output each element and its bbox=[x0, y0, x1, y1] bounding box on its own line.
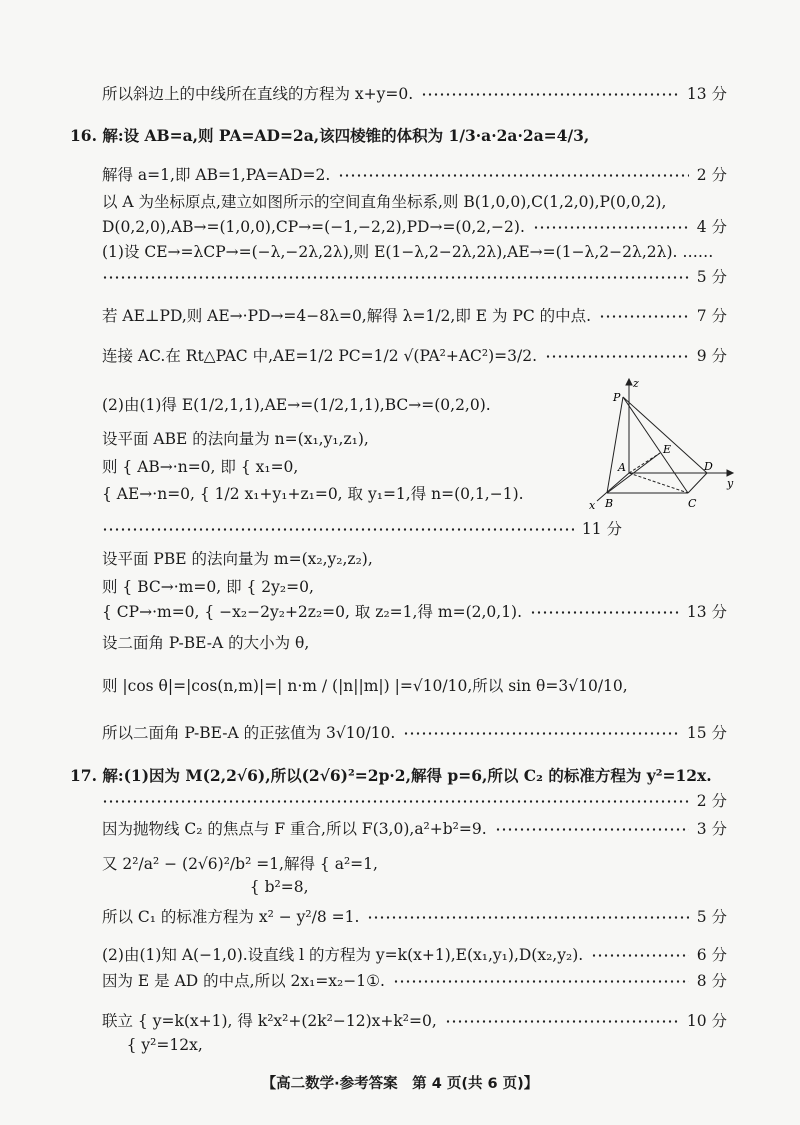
line-19: 所以二面角 P-BE-A 的正弦值为 3√10/10. 15 分 bbox=[102, 724, 727, 742]
line-15: 则 { BC→·m=0, 即 { 2y₂=0, bbox=[102, 578, 314, 596]
line-17: 设二面角 P-BE-A 的大小为 θ, bbox=[102, 634, 310, 652]
edge-PC bbox=[623, 397, 688, 493]
line-26: (2)由(1)知 A(−1,0).设直线 l 的方程为 y=k(x+1),E(x₁,y₁),D(x₂,y₂). 6 分 bbox=[102, 946, 727, 964]
line-20: 17. 解:(1)因为 M(2,2√6),所以(2√6)²=2p·2,解得 p=6,所以 C₂ 的标准方程为 y²=12x. bbox=[70, 766, 712, 785]
line-9: (2)由(1)得 E(1/2,1,1),AE→=(1/2,1,1),BC→=(0,2,0). bbox=[102, 396, 491, 414]
label-A: A bbox=[618, 461, 626, 474]
line-22: 因为抛物线 C₂ 的焦点与 F 重合,所以 F(3,0),a²+b²=9. 3 分 bbox=[102, 820, 727, 838]
line-3: 以 A 为坐标原点,建立如图所示的空间直角坐标系,则 B(1,0,0),C(1,2,0),P(0,0,2), bbox=[102, 193, 667, 211]
edge-AC bbox=[629, 473, 688, 493]
line-21: 2 分 bbox=[102, 790, 727, 812]
edge-AE bbox=[629, 453, 660, 473]
line-12: { AE→·n=0, { 1/2 x₁+y₁+z₁=0, 取 y₁=1,得 n=(0,1,−1). bbox=[102, 485, 524, 503]
line-2: 解得 a=1,即 AB=1,PA=AD=2. 2 分 bbox=[102, 166, 727, 184]
line-13: 11 分 bbox=[102, 518, 622, 540]
page-footer: 【高二数学·参考答案 第 4 页(共 6 页)】 bbox=[261, 1076, 539, 1092]
line-6: 5 分 bbox=[102, 266, 727, 288]
label-C: C bbox=[688, 497, 697, 510]
label-z: z bbox=[633, 377, 639, 390]
line-7: 若 AE⊥PD,则 AE→·PD→=4−8λ=0,解得 λ=1/2,即 E 为 PC 的中点. 7 分 bbox=[102, 307, 727, 325]
line-0: 所以斜边上的中线所在直线的方程为 x+y=0. 13 分 bbox=[102, 85, 727, 103]
line-8: 连接 AC.在 Rt△PAC 中,AE=1/2 PC=1/2 √(PA²+AC²)=3/2. 9 分 bbox=[102, 347, 727, 365]
leader-dots bbox=[421, 93, 679, 96]
line-25: 所以 C₁ 的标准方程为 x² − y²/8 =1. 5 分 bbox=[102, 908, 727, 926]
line-28: 联立 { y=k(x+1), 得 k²x²+(2k²−12)x+k²=0, 10 分 bbox=[102, 1012, 727, 1030]
line-16: { CP→·m=0, { −x₂−2y₂+2z₂=0, 取 z₂=1,得 m=(2,0,1). 13 分 bbox=[102, 603, 727, 621]
label-E: E bbox=[663, 443, 672, 456]
line-5: (1)设 CE→=λCP→=(−λ,−2λ,2λ),则 E(1−λ,2−2λ,2λ),AE→=(1−λ,2−2λ,2λ). …… bbox=[102, 243, 714, 261]
edge-CD bbox=[688, 473, 707, 493]
label-P: P bbox=[613, 391, 621, 404]
line-24: { b²=8, bbox=[102, 878, 309, 896]
line-1: 16. 解:设 AB=a,则 PA=AD=2a,该四棱锥的体积为 1/3·a·2a·2a=4/3, bbox=[70, 126, 590, 145]
line-10: 设平面 ABE 的法向量为 n=(x₁,y₁,z₁), bbox=[102, 430, 369, 448]
line-23: 又 2²/a² − (2√6)²/b² =1,解得 { a²=1, bbox=[102, 855, 378, 873]
label-D: D bbox=[704, 460, 713, 473]
line-18: 则 |cos θ|=|cos(n,m)|=| n·m / (|n||m|) |=√10/10,所以 sin θ=3√10/10, bbox=[102, 677, 628, 695]
label-x: x bbox=[589, 499, 596, 512]
edge-PD bbox=[623, 397, 707, 473]
label-y: y bbox=[727, 477, 734, 490]
pyramid-coordinate-figure bbox=[585, 373, 735, 518]
line-4: D(0,2,0),AB→=(1,0,0),CP→=(−1,−2,2),PD→=(0,2,−2). 4 分 bbox=[102, 218, 727, 236]
label-B: B bbox=[605, 497, 614, 510]
line-11: 则 { AB→·n=0, 即 { x₁=0, bbox=[102, 458, 299, 476]
line-14: 设平面 PBE 的法向量为 m=(x₂,y₂,z₂), bbox=[102, 550, 373, 568]
edge-PB bbox=[607, 397, 623, 493]
line-29: { y²=12x, bbox=[102, 1036, 203, 1054]
line-27: 因为 E 是 AD 的中点,所以 2x₁=x₂−1①. 8 分 bbox=[102, 972, 727, 990]
